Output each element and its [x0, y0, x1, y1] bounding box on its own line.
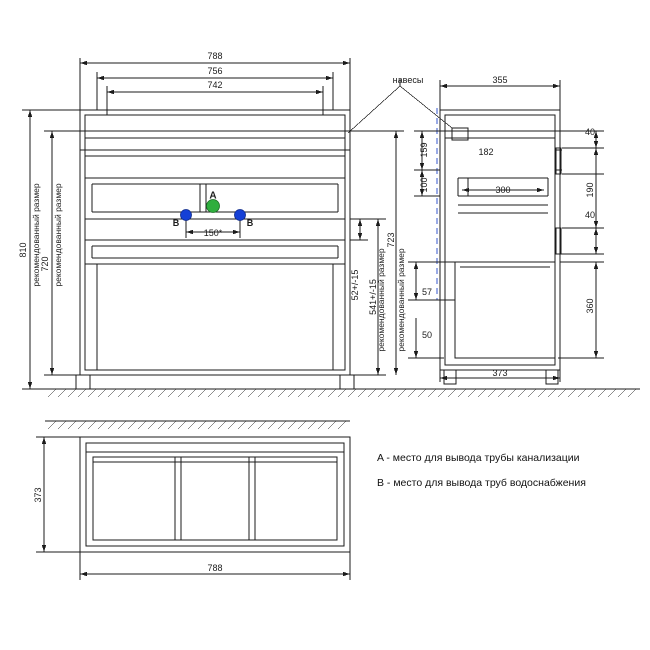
dim-720-front-left: 720: [40, 256, 50, 272]
recommended-label-4: рекомендованный размер: [396, 248, 406, 352]
dim-159-side: 159: [419, 142, 429, 158]
dim-40-side-top: 40: [584, 127, 596, 137]
dim-788-top-bottom: 788: [207, 563, 223, 573]
dim-150-inner: 150*: [203, 228, 223, 238]
dim-300-side: 300: [495, 185, 511, 195]
dim-50-side: 50: [421, 330, 433, 340]
legend-line-b: B - место для вывода труб водоснабжения: [377, 477, 586, 489]
dim-190-side: 190: [585, 182, 595, 198]
dim-788-front-top: 788: [207, 51, 223, 61]
marker-b-left: [181, 210, 192, 221]
dim-742-front-top: 742: [207, 80, 223, 90]
dim-360-side: 360: [585, 298, 595, 314]
dim-541-tol: 541+/-15: [368, 279, 378, 315]
label-b-left: B: [172, 218, 180, 228]
recommended-label-1: рекомендованный размер: [31, 183, 41, 287]
dim-756-front-top: 756: [207, 66, 223, 76]
dim-355-side-top: 355: [492, 75, 508, 85]
dim-57-side: 57: [421, 287, 433, 297]
recommended-label-2: рекомендованный размер: [53, 183, 63, 287]
dim-810-front-left: 810: [18, 242, 28, 258]
dim-52-tol: 52+/-15: [350, 269, 360, 301]
dim-40-side-bottom: 40: [584, 210, 596, 220]
recommended-label-3: рекомендованный размер: [376, 248, 386, 352]
label-a: A: [209, 190, 217, 202]
label-b-right: B: [246, 218, 254, 228]
marker-b-right: [235, 210, 246, 221]
dim-723: 723: [386, 232, 396, 248]
hangers-label: навесы: [392, 75, 424, 85]
dim-373-top-left: 373: [33, 487, 43, 503]
dim-182-side: 182: [478, 147, 494, 157]
dim-373-side-bottom: 373: [492, 368, 508, 378]
dim-100-side: 100: [419, 177, 429, 193]
legend-line-a: A - место для вывода трубы канализации: [377, 452, 580, 464]
